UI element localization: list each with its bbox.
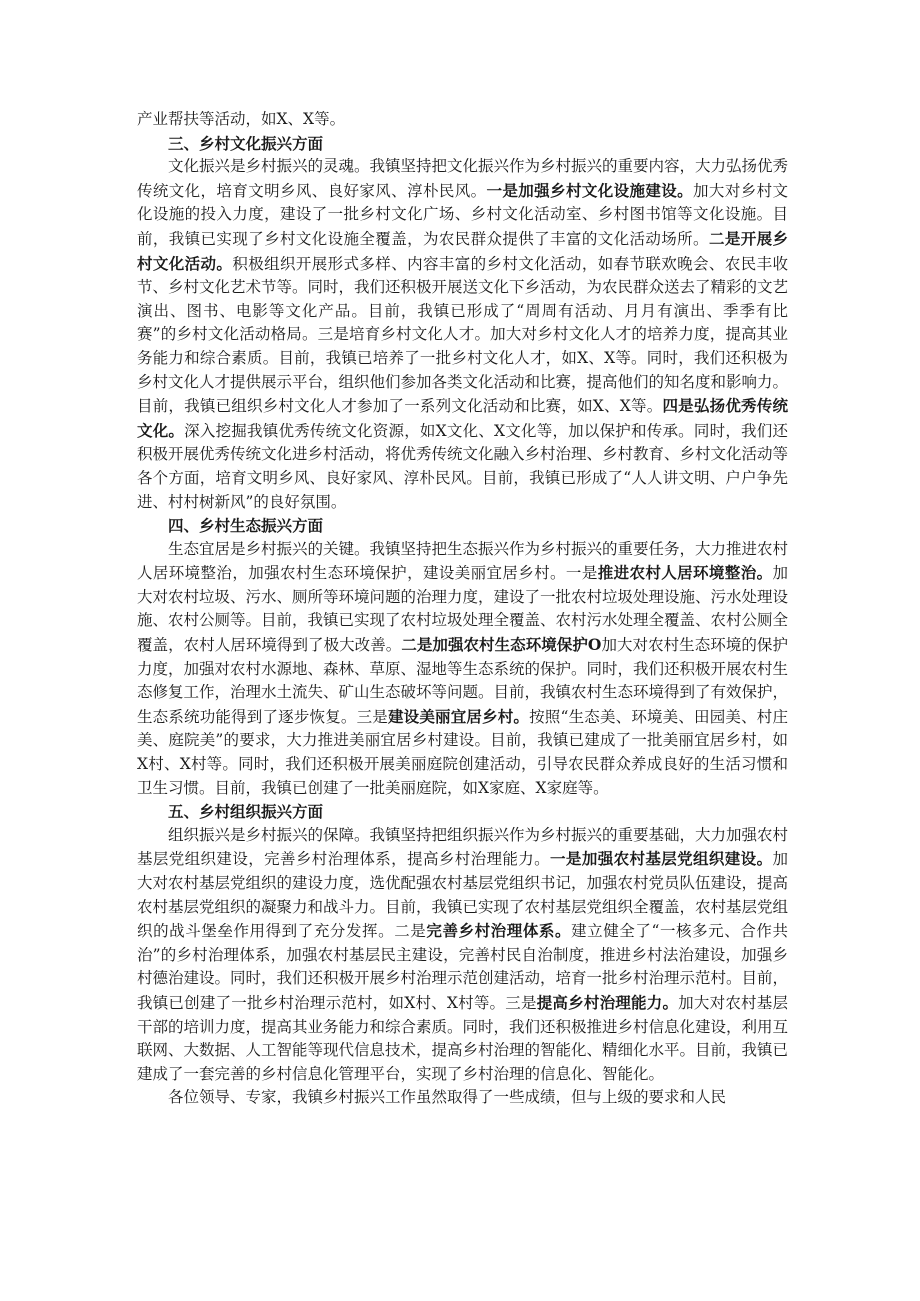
closing-paragraph: 各位领导、专家，我镇乡村振兴工作虽然取得了一些成绩，但与上级的要求和人民	[168, 1088, 727, 1107]
section-5-text-d: 加大对农村基层干部的培训力度，提高其业务能力和综合素质。同时，我们还积极推进乡村信息化建设，利用互联网、大数据、人工智能等现代信息技术，提高乡村治理的智能化、精细化水平。目前，我镇已建成了一套完善的乡村信息化管理平台，实现了乡村治理的信息化、智能化。	[137, 993, 789, 1083]
section-4-heading: 四、乡村生态振兴方面	[168, 516, 324, 536]
section-5-text-a: 组织振兴是乡村振兴的保障。我镇坚持把组织振兴作为乡村振兴的重要基础，大力加强农村基层党组织建设，完善乡村治理体系，提高乡村治理能力。	[137, 825, 789, 869]
section-5-bold-3: 提高乡村治理能力。	[536, 992, 679, 1012]
section-5-bold-2: 完善乡村治理体系。	[426, 921, 572, 941]
section-4-bold-2: 二是加强农村生态环境保护O	[401, 635, 602, 655]
section-4-text-b: 加大对农村垃圾、污水、厕所等环境问题的治理力度，建设了一批农村垃圾处理设施、污水处理设施、农村公厕等。目前，我镇已实现了农村垃圾处理全覆盖、农村污水处理全覆盖、农村公厕全覆盖，农村人居环境得到了极大改善。	[137, 564, 789, 655]
intro-tail-paragraph: 产业帮扶等活动，如X、X等。	[137, 110, 346, 128]
section-3-heading: 三、乡村文化振兴方面	[168, 133, 324, 153]
section-5-bold-1: 一是加强农村基层党组织建设。	[550, 849, 773, 869]
section-3-bold-4: 四是弘扬优秀传统文化。	[137, 396, 788, 440]
section-5-heading: 五、乡村组织振兴方面	[168, 802, 324, 822]
section-4-bold-1: 推进农村人居环境整治。	[597, 563, 773, 583]
section-5-text-c: 建立健全了“一核多元、合作共治”的乡村治理体系，加强农村基层民主建设，完善村民自治制度，推进乡村法治建设，加强乡村德治建设。同时，我们还积极开展乡村治理示范创建活动，培育一批乡村治理示范村。目前，我镇已创建了一批乡村治理示范村，如X村、X村等。三是	[137, 922, 789, 1012]
section-4-text-d: 按照“生态美、环境美、田园美、村庄美、庭院美”的要求，大力推进美丽宜居乡村建设。目前，我镇已建成了一批美丽宜居乡村，如X村、X村等。同时，我们还积极开展美丽庭院创建活动，引导农民群众养成良好的生活习惯和卫生习惯。目前，我镇已创建了一批美丽庭院，如X家庭、X家庭等。	[137, 707, 788, 797]
section-4-paragraph	[137, 538, 788, 801]
section-3-text-b: 加大对乡村文化设施的投入力度，建设了一批乡村文化广场、乡村文化活动室、乡村图书馆等文化设施。目前，我镇已实现了乡村文化设施全覆盖，为农民群众提供了丰富的文化活动场所。	[137, 181, 788, 248]
section-3-bold-1: 一是加强乡村文化设施建设。	[486, 180, 694, 200]
section-3-bold-2: 二是开展乡村文化活动。	[137, 228, 788, 273]
section-3-text-c: 积极组织开展形式多样、内容丰富的乡村文化活动，如春节联欢晚会、农民丰收节、乡村文化艺术节等。同时，我们还积极开展送文化下乡活动，为农民群众送去了精彩的文艺演出、图书、电影等文化产品。目前，我镇已形成了“周周有活动、月月有演出、季季有比赛”的乡村文化活动格局。三是培育乡村文化人才。加大对乡村文化人才的培养力度，提高其业务能力和综合素质。目前，我镇已培养了一批乡村文化人才，如X、X等。同时，我们还积极为乡村文化人才提供展示平台，组织他们参加各类文化活动和比赛，提高他们的知名度和影响力。目前，我镇已组织乡村文化人才参加了一系列文化活动和比赛，如X、X等。	[137, 254, 789, 416]
section-3-text-a: 文化振兴是乡村振兴的灵魂。我镇坚持把文化振兴作为乡村振兴的重要内容，大力弘扬优秀传统文化，培育文明乡风、良好家风、淳朴民风。	[137, 157, 789, 200]
section-3-paragraph	[137, 155, 788, 514]
section-4-text-a: 生态宜居是乡村振兴的关键。我镇坚持把生态振兴作为乡村振兴的重要任务，大力推进农村人居环境整治，加强农村生态环境保护，建设美丽宜居乡村。一是	[137, 539, 789, 583]
section-4-bold-3: 建设美丽宜居乡村。	[387, 706, 530, 726]
section-4-text-c: 加大对农村生态环境的保护力度，加强对农村水源地、森林、草原、湿地等生态系统的保护。同时，我们还积极开展农村生态修复工作，治理水土流失、矿山生态破坏等问题。目前，我镇农村生态环境得到了有效保护，生态系统功能得到了逐步恢复。三是	[137, 636, 789, 726]
section-3-text-d: 深入挖掘我镇优秀传统文化资源，如X文化、X文化等，加以保护和传承。同时，我们还积极开展优秀传统文化进乡村活动，将优秀传统文化融入乡村治理、乡村教育、乡村文化活动等各个方面，培育文明乡风、良好家风、淳朴民风。目前，我镇已形成了“人人讲文明、户户争先进、村村树新风”的良好氛围。	[137, 421, 789, 511]
section-5-text-b: 加大对农村基层党组织的建设力度，选优配强农村基层党组织书记，加强农村党员队伍建设，提高农村基层党组织的凝聚力和战斗力。目前，我镇已实现了农村基层党组织全覆盖，农村基层党组织的战斗堡垒作用得到了充分发挥。二是	[137, 850, 789, 941]
document-body	[137, 108, 788, 1110]
section-5-paragraph	[137, 824, 788, 1087]
